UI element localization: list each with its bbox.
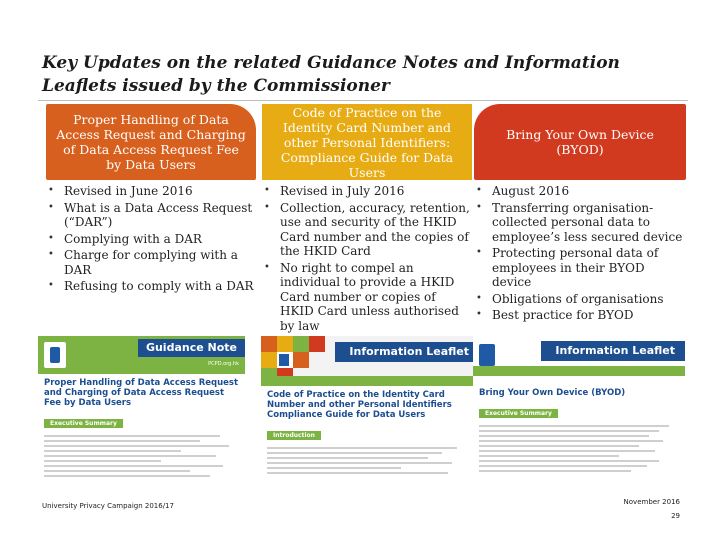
hkid-leaflet-section: Introduction <box>267 431 321 440</box>
hkid-leaflet-title: Code of Practice on the Identity Card Number and other Personal Identifiers Compliance Guide for Data Users <box>267 390 452 420</box>
bullet-item: • Obligations of organisations <box>474 292 686 307</box>
hkid-leaflet-banner <box>261 336 479 386</box>
guidance-note-title: Proper Handling of Data Access Request and Charging of Data Access Request Fee by Data Users <box>44 378 239 408</box>
bullet-item: • No right to compel an individual to provide a HKID Card number or copies of HKID Card unless authorised by law <box>262 261 472 334</box>
guidance-note-section: Executive Summary <box>44 419 123 428</box>
pcpd-logo-icon <box>479 344 495 366</box>
bullet-item: • Best practice for BYOD <box>474 308 686 323</box>
byod-leaflet-title: Bring Your Own Device (BYOD) <box>479 388 626 398</box>
column-header-byod: Bring Your Own Device (BYOD) <box>474 104 686 180</box>
bullet-item: • Complying with a DAR <box>46 232 256 247</box>
hkid-leaflet-thumbnail[interactable] <box>261 336 479 486</box>
column-byod <box>474 104 686 325</box>
title-divider <box>38 100 688 101</box>
column-hkid <box>262 104 472 335</box>
byod-leaflet-section: Executive Summary <box>479 409 558 418</box>
byod-leaflet-badge: Information Leaflet <box>541 341 685 361</box>
guidance-note-body <box>38 430 245 482</box>
bullet-item: • Revised in July 2016 <box>262 184 472 199</box>
column-dar <box>46 104 256 296</box>
guidance-note-thumbnail[interactable] <box>38 336 245 486</box>
bullet-item: • What is a Data Access Request (“DAR”) <box>46 201 256 230</box>
page-number: 29 <box>671 512 680 520</box>
column-header-dar: Proper Handling of Data Access Request and Charging of Data Access Request Fee by Data Users <box>46 104 256 180</box>
column-header-hkid: Code of Practice on the Identity Card Number and other Personal Identifiers: Compliance Guide for Data Users <box>262 104 472 180</box>
byod-leaflet-thumbnail[interactable] <box>473 336 685 486</box>
hkid-leaflet-body <box>261 442 479 479</box>
footer-campaign: University Privacy Campaign 2016/17 <box>42 502 174 510</box>
guidance-note-banner <box>38 336 245 374</box>
guidance-note-site: PCPD.org.hk <box>208 361 239 367</box>
bullet-list-byod <box>474 184 686 323</box>
bullet-list-hkid <box>262 184 472 333</box>
pcpd-logo-icon <box>44 342 66 368</box>
bullet-item: • Collection, accuracy, retention, use and security of the HKID Card number and the copies of the HKID Card <box>262 201 472 259</box>
guidance-note-badge: Guidance Note <box>138 339 245 357</box>
bullet-item: • August 2016 <box>474 184 686 199</box>
hkid-leaflet-badge: Information Leaflet <box>335 342 479 362</box>
byod-leaflet-banner <box>473 336 685 384</box>
bullet-item: • Transferring organisation-collected personal data to employee’s less secured device <box>474 201 686 245</box>
bullet-item: • Protecting personal data of employees in their BYOD device <box>474 246 686 290</box>
bullet-item: • Revised in June 2016 <box>46 184 256 199</box>
byod-leaflet-body <box>473 420 685 477</box>
footer-date: November 2016 <box>623 498 680 506</box>
bullet-item: • Refusing to comply with a DAR <box>46 279 256 294</box>
slide-title: Key Updates on the related Guidance Notes and Information Leaflets issued by the Commissioner <box>42 53 620 96</box>
bullet-item: • Charge for complying with a DAR <box>46 248 256 277</box>
bullet-list-dar <box>46 184 256 294</box>
